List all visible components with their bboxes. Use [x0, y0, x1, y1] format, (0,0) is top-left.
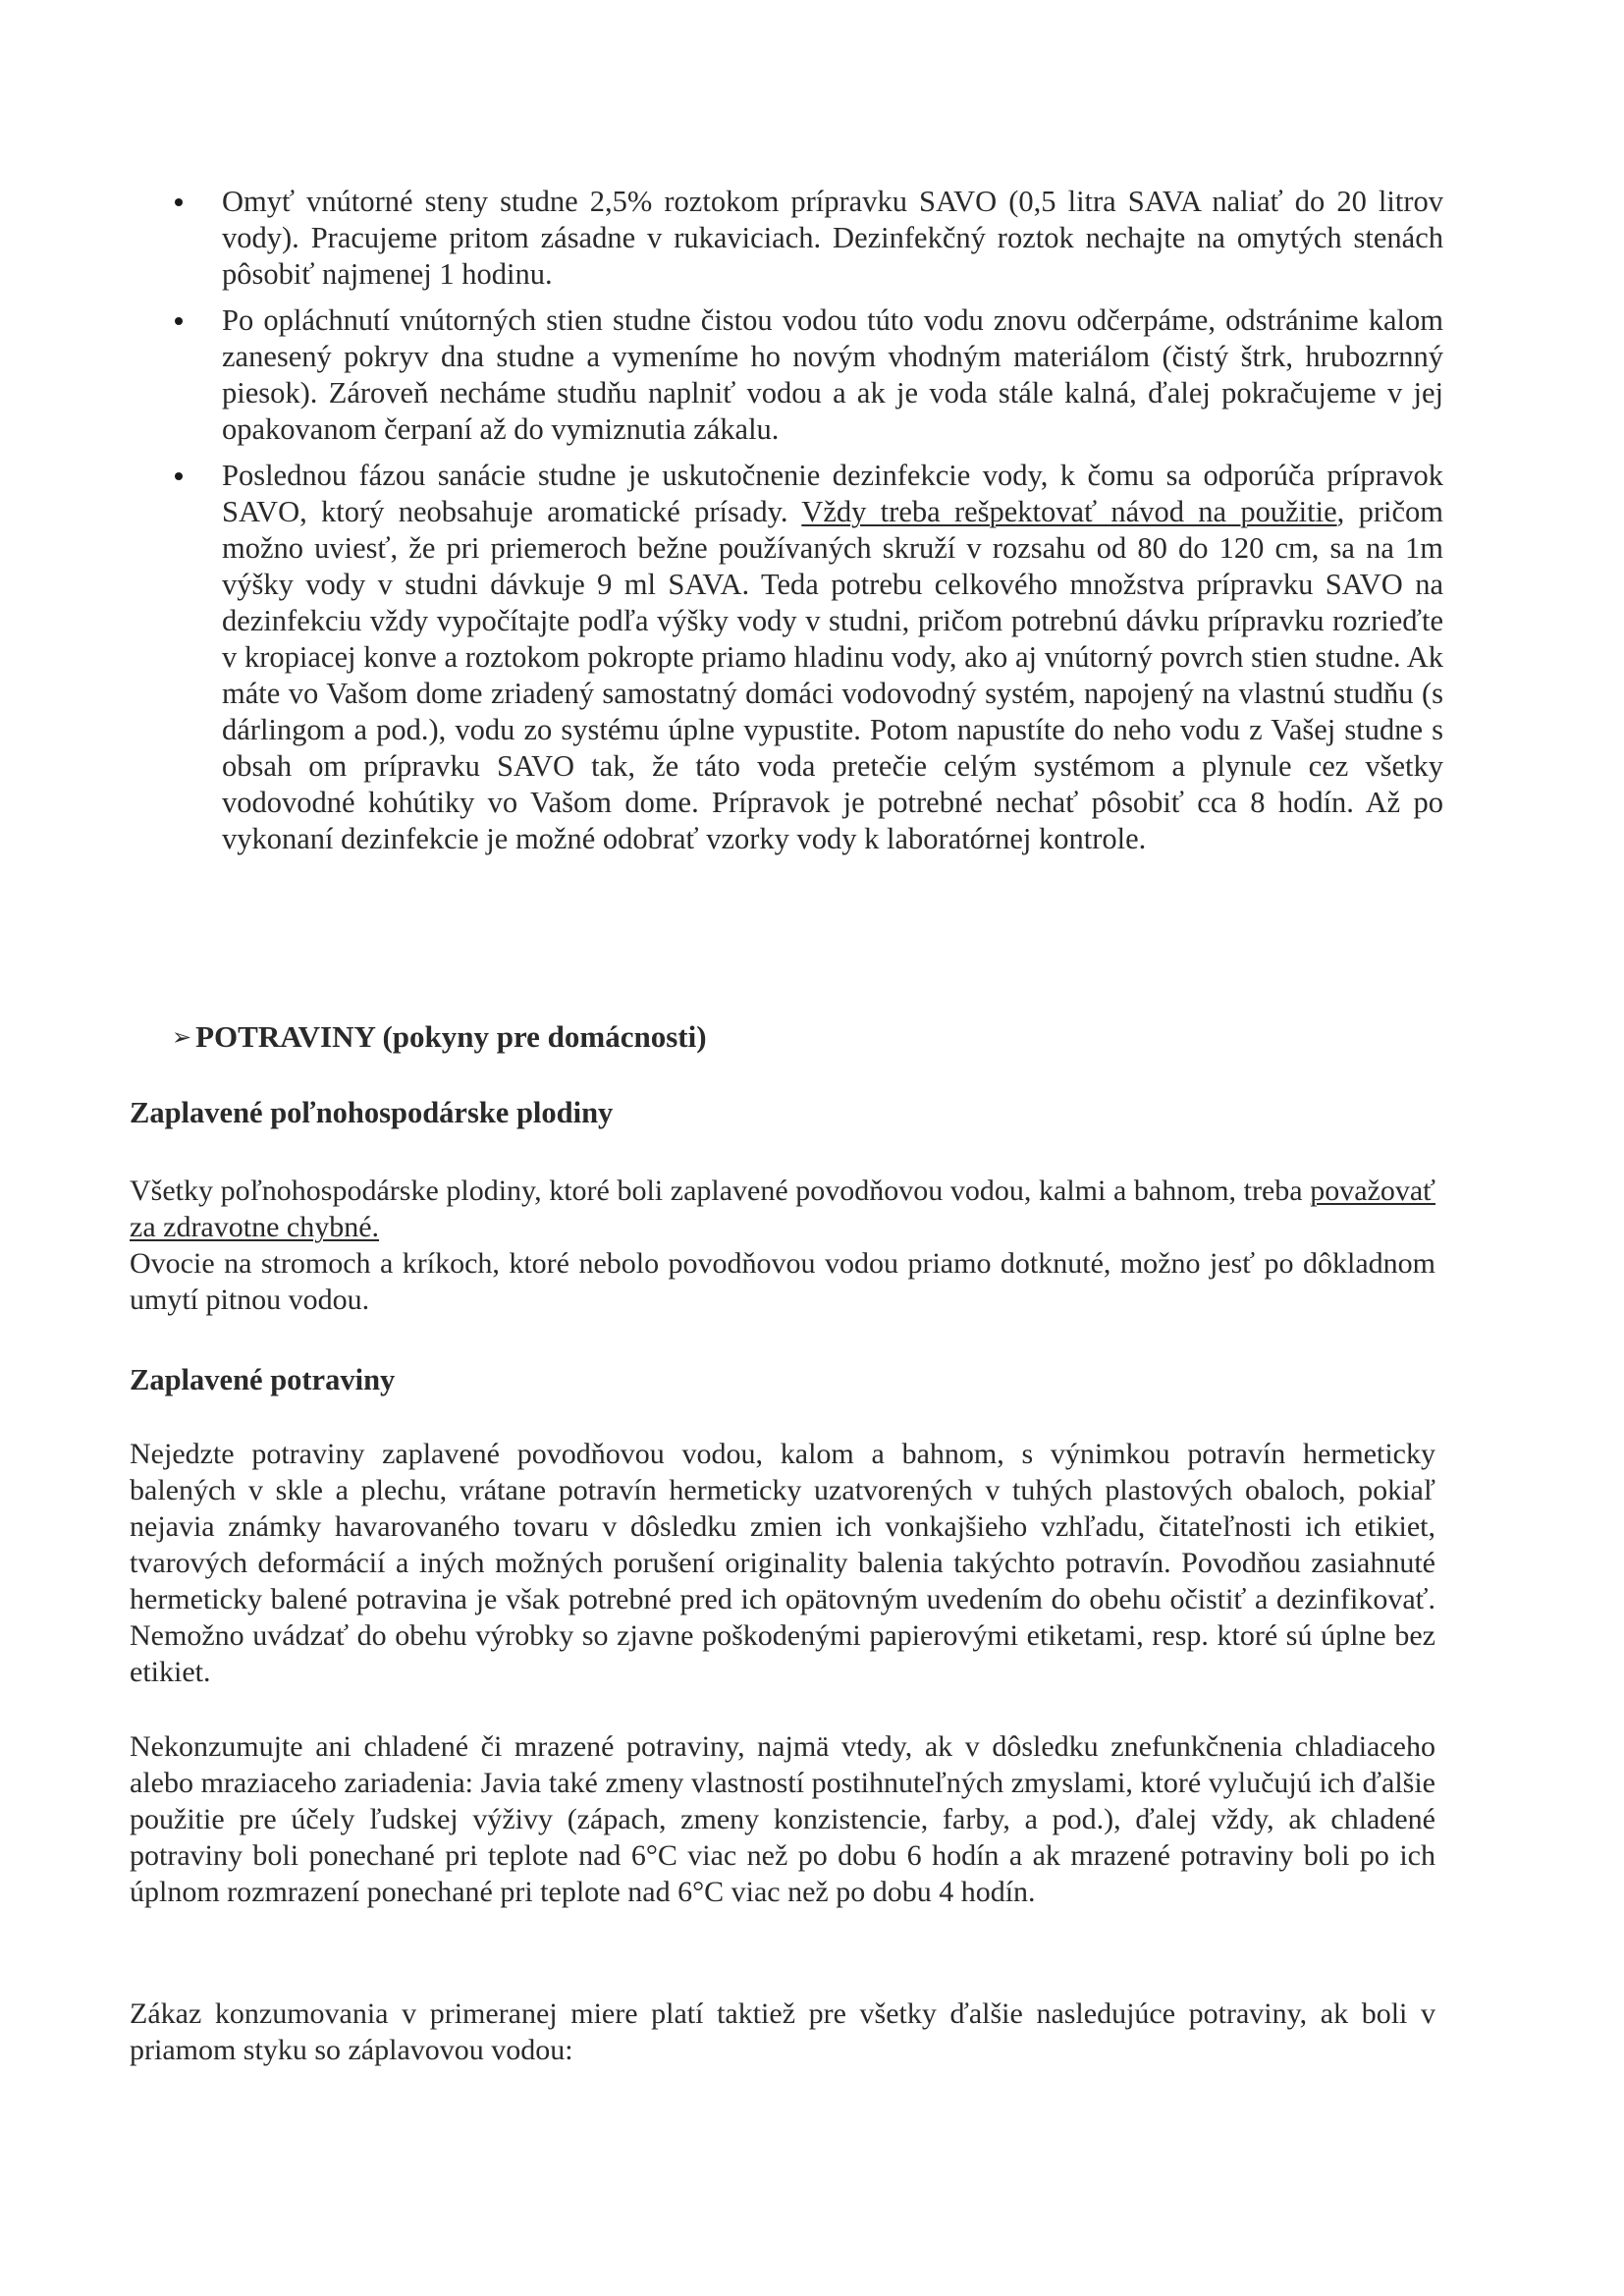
bullet-icon: [175, 198, 183, 206]
bullet-item: [222, 458, 1443, 857]
subheading-crops: Zaplavené poľnohospodárske plodiny: [130, 1096, 614, 1129]
bullet-list: [222, 184, 1443, 867]
bullet-item: [222, 302, 1443, 448]
paragraph-sealed-food: Nejedzte potraviny zaplavené povodňovou vodou, kalom a bahnom, s výnimkou potravín hermeticky balených v skle a plechu, vrátane potravín hermeticky uzatvorených v tuhých plastových obaloch, pokiaľ nejavia známky havarovaného tovaru v dôsledku zmien ich vonkajšieho vzhľadu, čitateľnosti ich etikiet, tvarových deformácií a iných možných porušení originality balenia takýchto potravín. Povodňou zasiahnuté hermeticky balené potravina je však potrebné pred ich opätovným uvedením do obehu očistiť a dezinfikovať. Nemožno uvádzať do obehu výrobky so zjavne poškodenými papierovými etiketami, resp. ktoré sú úplne bez etikiet.: [130, 1438, 1435, 1688]
bullet-icon: [175, 472, 183, 480]
paragraph-consumption-ban: Zákaz konzumovania v primeranej miere platí taktiež pre všetky ďalšie nasledujúce potraviny, ak boli v priamom styku so záplavovou vodou:: [130, 1997, 1435, 2066]
arrow-bullet-icon: ➢: [172, 1023, 192, 1051]
underlined-instruction: Vždy treba rešpektovať návod na použitie: [801, 495, 1337, 528]
underlined-warning: považovať za zdravotne chybné.: [130, 1175, 1435, 1243]
bullet-icon: [175, 317, 183, 325]
paragraph-chilled-food: Nekonzumujte ani chladené či mrazené potraviny, najmä vtedy, ak v dôsledku znefunkčnenia chladiaceho alebo mraziaceho zariadenia: Javia také zmeny vlastností postihnuteľných zmyslami, ktoré vylučujú ich ďalšie použitie pre účely ľudskej výživy (zápach, zmeny konzistencie, farby, a pod.), ďalej vždy, ak chladené potraviny boli ponechané pri teplote nad 6°C viac než po dobu 6 hodín a ak mrazené potraviny boli po ich úplnom rozmrazení ponechané pri teplote nad 6°C viac než po dobu 4 hodín.: [130, 1730, 1435, 1908]
bullet-text-end: , pričom možno uviesť, že pri priemeroch bežne používaných skruží v rozsahu od 80 do 120 cm, sa na 1m výšky vody v studni dávkuje 9 ml SAVA. Teda potrebu celkového množstva prípravku SAVO na dezinfekciu vždy vypočítajte podľa výšky vody v studni, pričom potrebnú dávku prípravku rozrieďte v kropiacej konve a roztokom pokropte priamo hladinu vody, ako aj vnútorný povrch stien studne. Ak máte vo Vašom dome zriadený samostatný domáci vodovodný systém, napojený na vlastnú studňu (s dárlingom a pod.), vodu zo systému úplne vypustite. Potom napustíte do neho vodu z Vašej studne s obsah om prípravku SAVO tak, že táto voda pretečie celým systémom a plynule cez všetky vodovodné kohútiky vo Vašom dome. Prípravok je potrebné nechať pôsobiť cca 8 hodín. Až po vykonaní dezinfekcie je možné odobrať vzorky vody k laboratórnej kontrole.: [222, 495, 1443, 855]
bullet-text: Omyť vnútorné steny studne 2,5% roztokom prípravku SAVO (0,5 litra SAVA naliať do 20 litrov vody). Pracujeme pritom zásadne v rukaviciach. Dezinfekčný roztok nechajte na omytých stenách pôsobiť najmenej 1 hodinu.: [222, 185, 1443, 291]
paragraph-crops: [130, 1173, 1435, 1318]
subheading-food: Zaplavené potraviny: [130, 1363, 396, 1396]
paragraph-text: Všetky poľnohospodárske plodiny, ktoré boli zaplavené povodňovou vodou, kalmi a bahnom, treba: [130, 1175, 1311, 1207]
paragraph-text: Ovocie na stromoch a kríkoch, ktoré nebolo povodňovou vodou priamo dotknuté, možno jesť po dôkladnom umytí pitnou vodou.: [130, 1247, 1435, 1316]
bullet-text-start: Poslednou fázou sanácie studne je uskutočnenie dezinfekcie vody, k čomu sa odporúča prípravok SAVO, ktorý neobsahuje aromatické prísady.: [222, 459, 1443, 528]
section-heading: [172, 1017, 707, 1057]
bullet-text: Po opláchnutí vnútorných stien studne čistou vodou túto vodu znovu odčerpáme, odstránime kalom zanesený pokryv dna studne a vymeníme ho novým vhodným materiálom (čistý štrk, hrubozrnný piesok). Zároveň necháme studňu naplniť vodou a ak je voda stále kalná, ďalej pokračujeme v jej opakovanom čerpaní až do vymiznutia zákalu.: [222, 303, 1443, 446]
bullet-item: [222, 184, 1443, 293]
section-heading-text: POTRAVINY (pokyny pre domácnosti): [195, 1019, 707, 1054]
